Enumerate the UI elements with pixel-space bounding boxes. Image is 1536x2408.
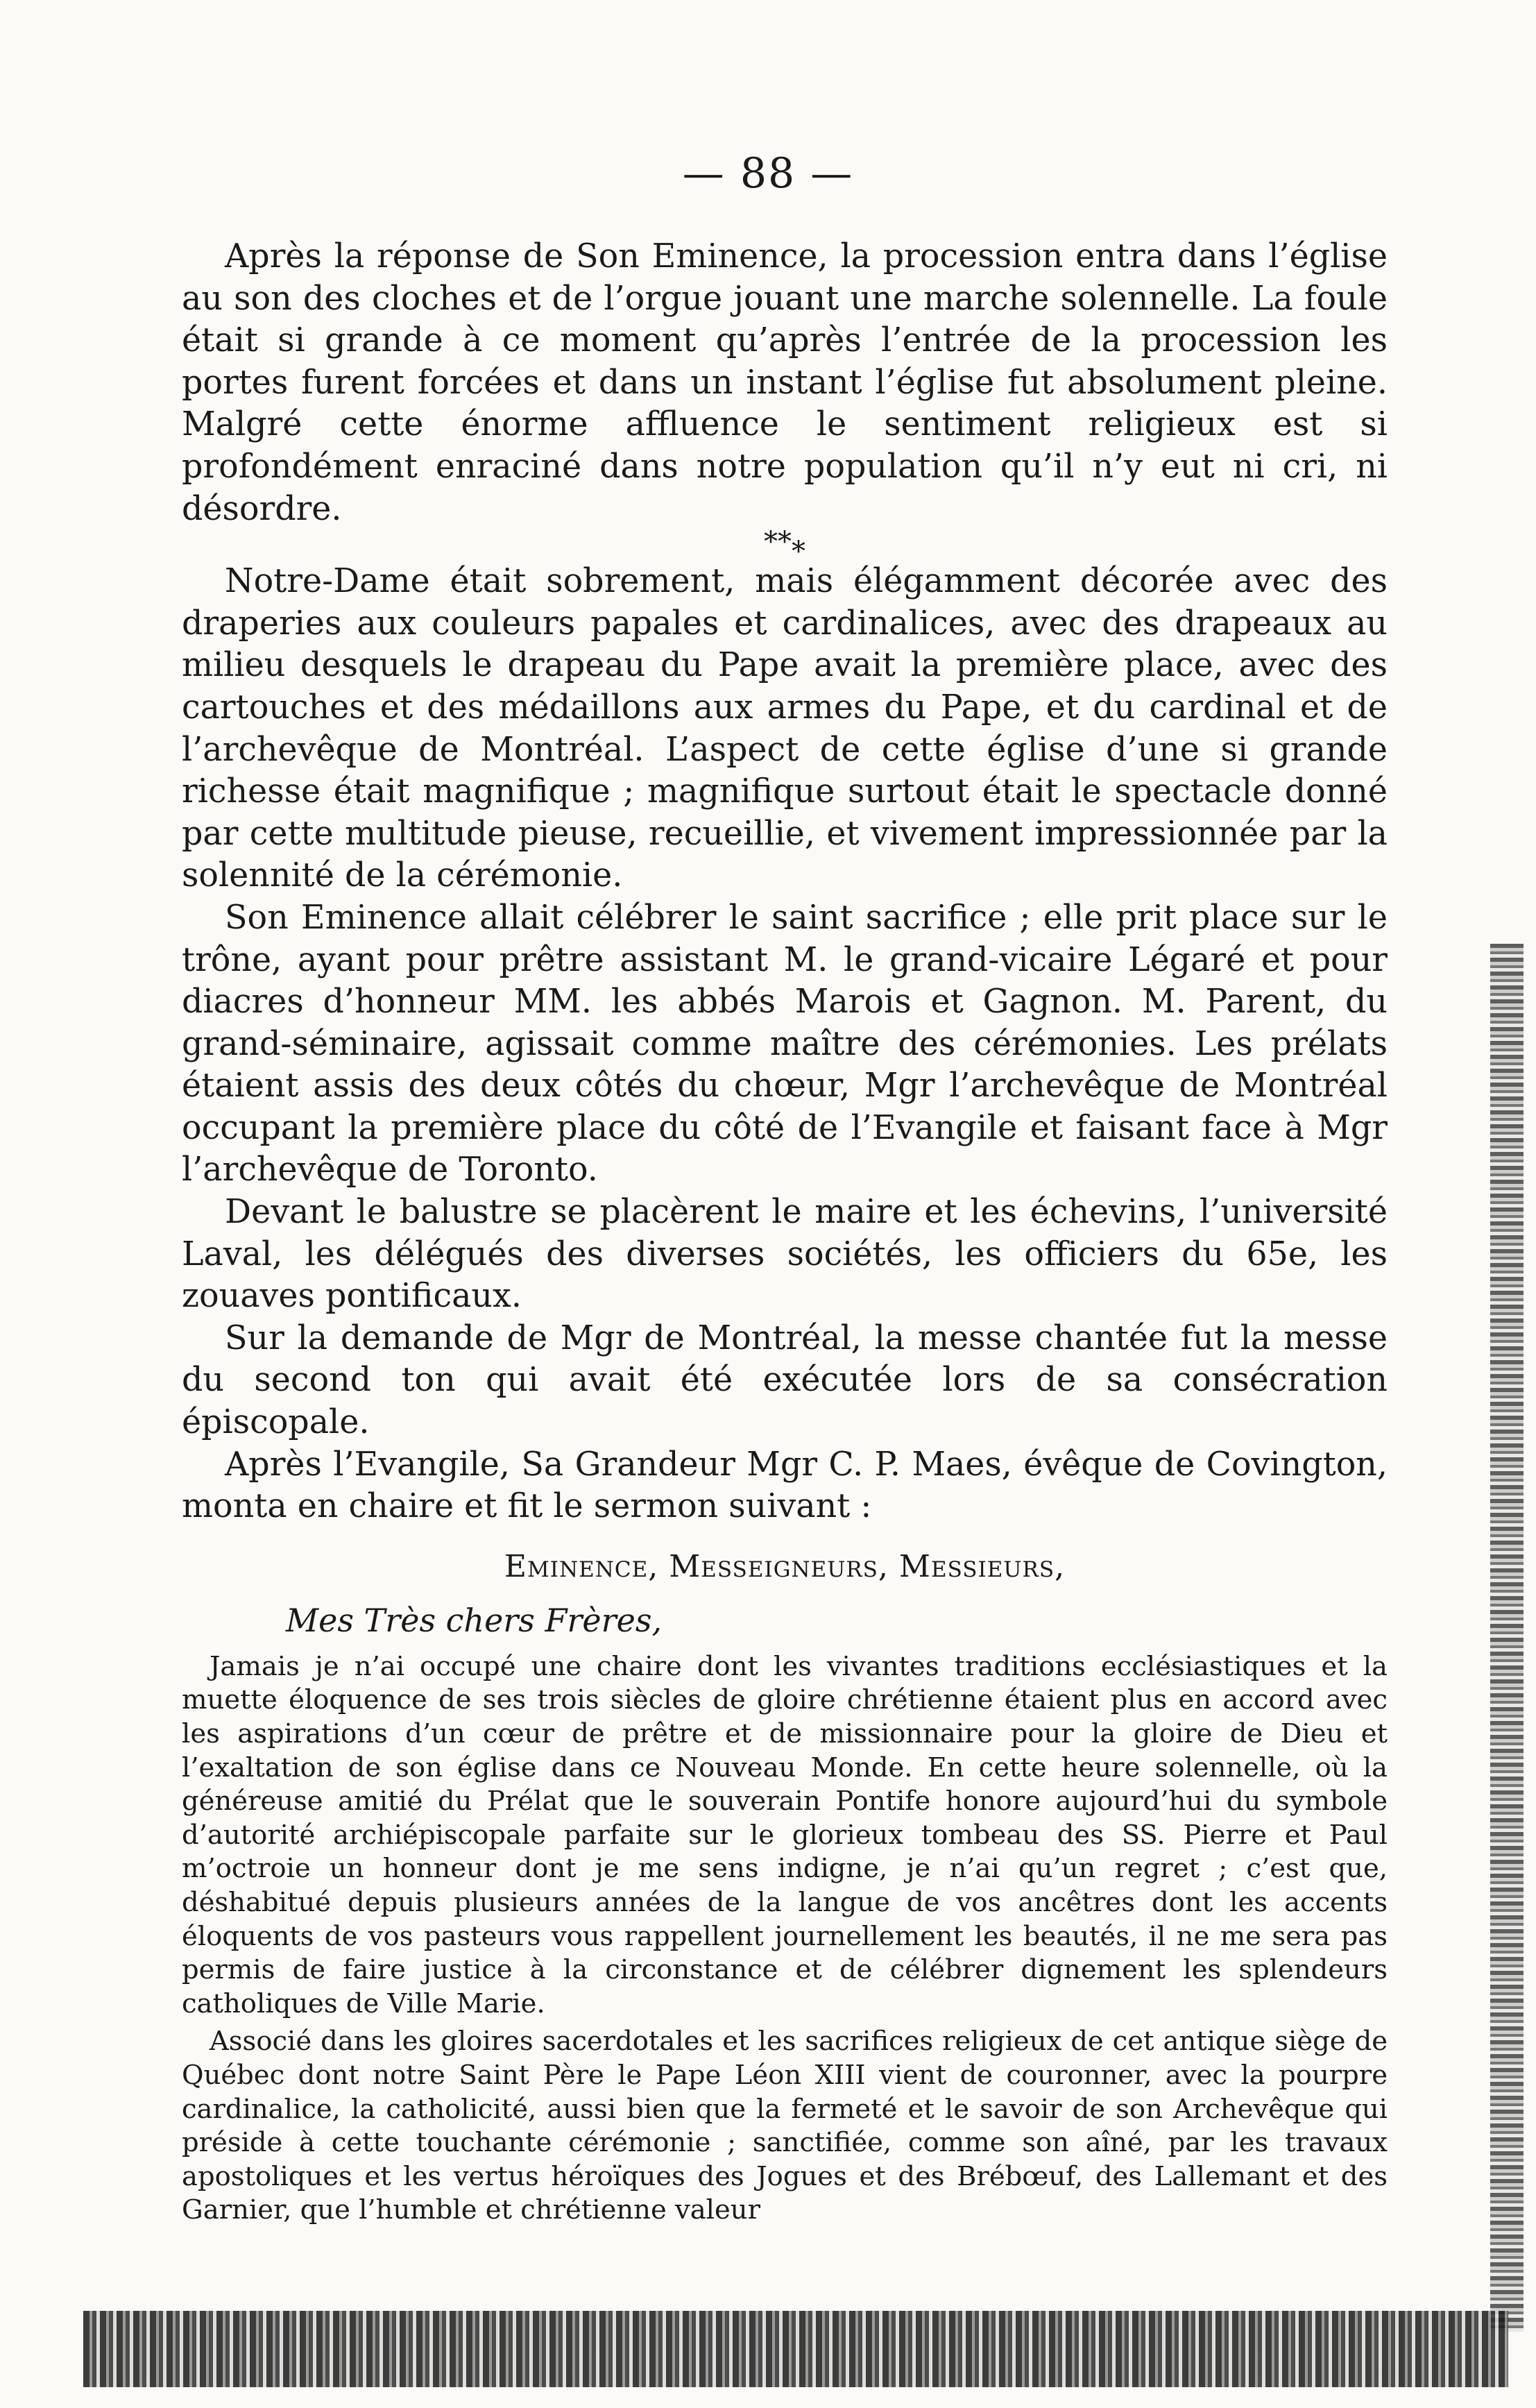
sermon-address: Mes Très chers Frères, [286, 1601, 663, 1639]
sermon-paragraph-1: Jamais je n’ai occupé une chaire dont les vivantes traditions ecclésiastiques et la muette éloquence de ses trois siècles de gloire chrétienne étaient plus en accord avec les aspirations d’un cœur de prêtre et de missionnaire pour la gloire de Dieu et l’exaltation de son église dans ce Nouveau Monde. En cette heure solennelle, où la généreuse amitié du Prélat que le souverain Pontife honore aujourd’hui du symbole d’autorité archiépiscopale parfaite sur le glorieux tombeau des SS. Pierre et Paul m’octroie un honneur dont je me sens indigne, je n’ai qu’un regret ; c’est que, déshabitué depuis plusieurs années de la langue de vos ancêtres dont les accents éloquents de vos pasteurs vous rappellent journellement les beautés, il ne me sera pas permis de faire justice à la circonstance et de célébrer dignement les splendeurs catholiques de Ville Marie. [182, 1650, 1388, 2019]
sermon-salutation: Eminence, Messeigneurs, Messieurs, [504, 1548, 1066, 1584]
paragraph-messe: Sur la demande de Mgr de Montréal, la messe chantée fut la messe du second ton qui avait été exécutée lors de sa consécration épiscopale. [182, 1319, 1388, 1442]
sermon-text [182, 1650, 1388, 2228]
asterism [182, 526, 1388, 568]
paragraph-procession: Après la réponse de Son Eminence, la procession entra dans l’église au son des cloches et de l’orgue jouant une marche solennelle. La foule était si grande à ce moment qu’après l’entrée de la procession les portes furent forcées et dans un instant l’église fut absolument pleine. Malgré cette énorme affluence le sentiment religieux est si profondément enraciné dans notre population qu’il n’y eut ni cri, ni désordre. [182, 237, 1388, 528]
text-body [182, 236, 1388, 2228]
paragraph-sacrifice: Son Eminence allait célébrer le saint sacrifice ; elle prit place sur le trône, ayant pour prêtre assistant M. le grand-vicaire Légaré et pour diacres d’honneur MM. les abbés Marois et Gagnon. M. Parent, du grand-séminaire, agissait comme maître des cérémonies. Les prélats étaient assis des deux côtés du chœur, Mgr l’archevêque de Montréal occupant la première place du côté de l’Evangile et faisant face à Mgr l’archevêque de Toronto. [182, 898, 1388, 1189]
paragraph-evangile: Après l’Evangile, Sa Grandeur Mgr C. P. Maes, évêque de Covington, monta en chaire et fit le sermon suivant : [182, 1445, 1388, 1526]
paragraph-decoration: Notre-Dame était sobrement, mais élégamment décorée avec des draperies aux couleurs papales et cardinalices, avec des drapeaux au milieu desquels le drapeau du Pape avait la première place, avec des cartouches et des médaillons aux armes du Pape, et du cardinal et de l’archevêque de Montréal. L’aspect de cette église d’une si grande richesse était magnifique ; magnifique surtout était le spectacle donné par cette multitude pieuse, recueillie, et vivement impressionnée par la solennité de la cérémonie. [182, 562, 1388, 895]
scan-edge-artifact [1490, 944, 1524, 2332]
paragraph-balustre: Devant le balustre se placèrent le maire et les échevins, l’université Laval, les délégués des diverses sociétés, les officiers du 65e, les zouaves pontificaux. [182, 1193, 1388, 1316]
sermon-paragraph-2: Associé dans les gloires sacerdotales et les sacrifices religieux de cet antique siège de Québec dont notre Saint Père le Pape Léon XIII vient de couronner, avec la pourpre cardinalice, la catholicité, aussi bien que la fermeté et le savoir de son Archevêque qui préside à cette touchante cérémonie ; sanctifiée, comme son aîné, par les travaux apostoliques et les vertus héroïques des Jogues et des Brébœuf, des Lallemant et des Garnier, que l’humble et chrétienne valeur [182, 2026, 1388, 2226]
scan-bottom-artifact [83, 2311, 1508, 2387]
asterism-bottom: * [792, 536, 805, 568]
asterism-top: ** [764, 526, 792, 559]
page-number: — 88 — [682, 149, 854, 198]
